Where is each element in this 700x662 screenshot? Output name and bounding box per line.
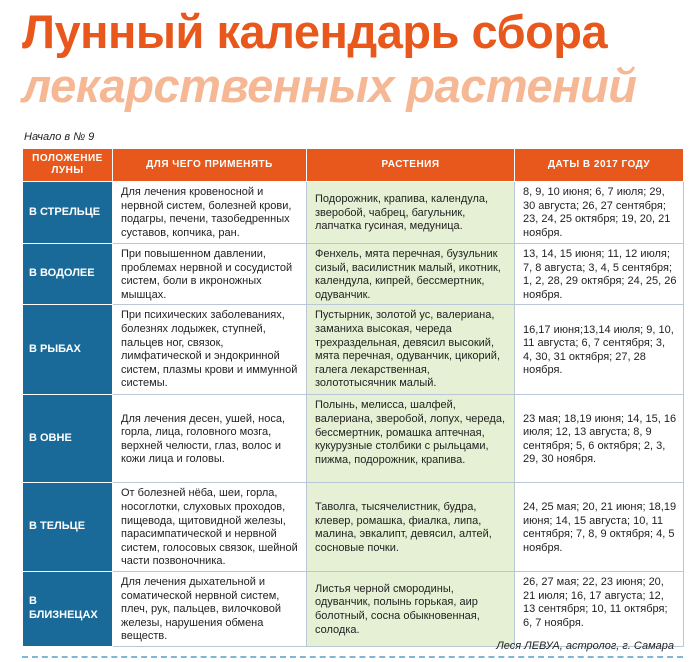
row-dates: 26, 27 мая; 22, 23 июня; 20, 21 июля; 16, 17 августа; 12, 13 сентября; 10, 11 октября; 6, 7 ноября.	[515, 571, 684, 646]
title-line-1: Лунный календарь сбора	[22, 5, 608, 58]
row-position: В СТРЕЛЬЦЕ	[23, 182, 113, 244]
continuation-note: Начало в № 9	[24, 131, 95, 143]
row-plants: Полынь, мелисса, шалфей, валериана, зверобой, лопух, череда, бессмертник, ромашка аптечная, кукурузные столбики с рыльцами, пижма, подорожник, крапива.	[307, 395, 515, 483]
row-use: От болезней нёба, шеи, горла, носоглотки, слуховых проходов, пищевода, щитовидной железы, парасимпатической и нервной систем, голосовых связок, шейной части позвоночника.	[113, 483, 307, 572]
row-dates: 23 мая; 18,19 июня; 14, 15, 16 июля; 12, 13 августа; 8, 9 сентября; 5, 6 октября; 2, 3, 29, 30 ноября.	[515, 395, 684, 483]
row-position: В ОВНЕ	[23, 395, 113, 483]
header-dates: ДАТЫ В 2017 ГОДУ	[515, 149, 684, 182]
table-row	[23, 305, 684, 395]
row-use: При психических заболеваниях, болезнях лодыжек, ступней, пальцев ног, связок, лимфатической и эндокринной систем, плазмы крови и иммунной системы.	[113, 305, 307, 395]
row-use: Для лечения кровеносной и нервной систем, болезней крови, подагры, печени, тазобедренных суставов, копчика, ран.	[113, 182, 307, 244]
row-position: В РЫБАХ	[23, 305, 113, 395]
header-use: ДЛЯ ЧЕГО ПРИМЕНЯТЬ	[113, 149, 307, 182]
row-plants: Таволга, тысячелистник, будра, клевер, ромашка, фиалка, липа, малина, эвкалипт, девясил, алтей, сосновые почки.	[307, 483, 515, 572]
row-plants: Фенхель, мята перечная, бузульник сизый, василистник малый, икотник, календула, кипрей, бессмертник, одуванчик.	[307, 244, 515, 305]
row-use: При повышенном давлении, проблемах нервной и сосудистой систем, боли в икроножных мышцах.	[113, 244, 307, 305]
table-row	[23, 244, 684, 305]
row-position: В БЛИЗНЕЦАХ	[23, 571, 113, 646]
row-plants: Пустырник, золотой ус, валериана, заманиха высокая, череда трехраздельная, девясил высокий, мята перечная, одуванчик, цикорий, галега лекарственная, золототысячник малый.	[307, 305, 515, 395]
title-line-2: лекарственных растений	[22, 59, 637, 112]
header-plants: РАСТЕНИЯ	[307, 149, 515, 182]
table-row	[23, 483, 684, 572]
table-row	[23, 182, 684, 244]
row-dates: 8, 9, 10 июня; 6, 7 июля; 29, 30 августа; 26, 27 сентября; 23, 24, 25 октября; 19, 20, 21 ноября.	[515, 182, 684, 244]
table-header-row	[23, 149, 684, 182]
row-plants: Подорожник, крапива, календула, зверобой, чабрец, багульник, лапчатка гусиная, медуница.	[307, 182, 515, 244]
row-dates: 13, 14, 15 июня; 11, 12 июля; 7, 8 августа; 3, 4, 5 сентября; 1, 2, 28, 29 октября; 24, 25, 26 ноября.	[515, 244, 684, 305]
bottom-divider	[22, 656, 683, 658]
row-dates: 24, 25 мая; 20, 21 июня; 18,19 июня; 14, 15 августа; 10, 11 сентября; 7, 8, 9 октября; 4, 5 ноября.	[515, 483, 684, 572]
table-row	[23, 395, 684, 483]
row-plants: Листья черной смородины, одуванчик, полынь горькая, аир болотный, сосна обыкновенная, солодка.	[307, 571, 515, 646]
author-signature: Леся ЛЕВУА, астролог, г. Самара	[496, 640, 674, 652]
header-position: ПОЛОЖЕНИЕ ЛУНЫ	[23, 149, 113, 182]
row-use: Для лечения дыхательной и соматической нервной систем, плеч, рук, пальцев, вилочковой железы, нарушения обмена веществ.	[113, 571, 307, 646]
row-use: Для лечения десен, ушей, носа, горла, лица, головного мозга, верхней челюсти, глаз, волос и кожи лица и головы.	[113, 395, 307, 483]
row-position: В ТЕЛЬЦЕ	[23, 483, 113, 572]
row-dates: 16,17 июня;13,14 июля; 9, 10, 11 августа; 6, 7 сентября; 3, 4, 30, 31 октября; 27, 28 ноября.	[515, 305, 684, 395]
row-position: В ВОДОЛЕЕ	[23, 244, 113, 305]
table-row	[23, 571, 684, 646]
lunar-calendar-table	[22, 148, 684, 647]
